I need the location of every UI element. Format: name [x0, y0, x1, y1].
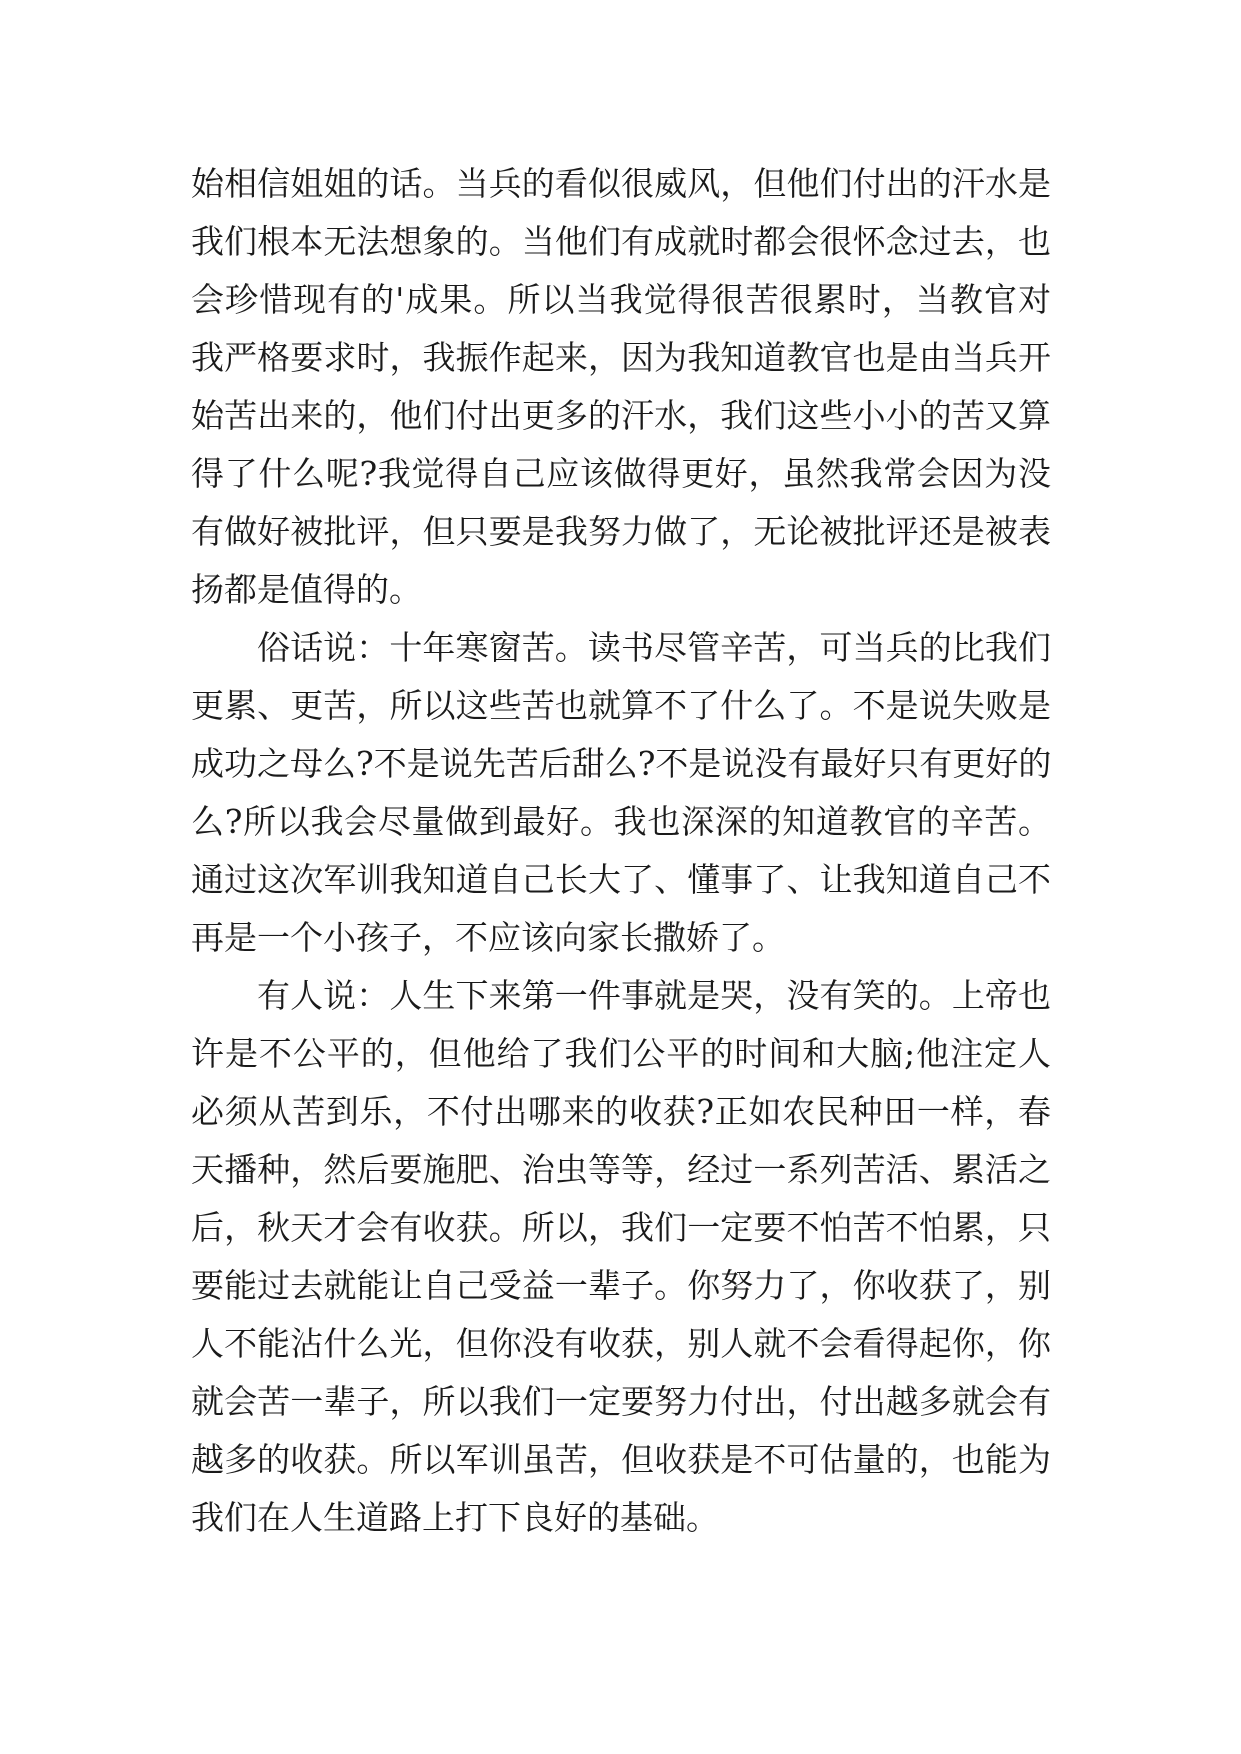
paragraph-3-line-6: 要能过去就能让自己受益一辈子。你努力了，你收获了，别	[191, 1266, 1051, 1305]
paragraph-3-line-3: 必须从苦到乐，不付出哪来的收获?正如农民种田一样，春	[191, 1092, 1051, 1131]
paragraph-1-line-8: 扬都是值得的。	[191, 570, 422, 609]
paragraph-3-line-4: 天播种，然后要施肥、治虫等等，经过一系列苦活、累活之	[191, 1150, 1051, 1189]
paragraph-1-line-1: 始相信姐姐的话。当兵的看似很威风，但他们付出的汗水是	[191, 164, 1051, 203]
paragraph-3-line-7: 人不能沾什么光，但你没有收获，别人就不会看得起你，你	[191, 1324, 1051, 1363]
paragraph-1-line-2: 我们根本无法想象的。当他们有成就时都会很怀念过去，也	[191, 222, 1051, 261]
paragraph-1-line-5: 始苦出来的，他们付出更多的汗水，我们这些小小的苦又算	[191, 396, 1051, 435]
paragraph-3-line-5: 后，秋天才会有收获。所以，我们一定要不怕苦不怕累，只	[191, 1208, 1051, 1247]
paragraph-1-line-7: 有做好被批评，但只要是我努力做了，无论被批评还是被表	[191, 512, 1051, 551]
paragraph-1-line-6: 得了什么呢?我觉得自己应该做得更好，虽然我常会因为没	[191, 454, 1051, 493]
paragraph-3-line-9: 越多的收获。所以军训虽苦，但收获是不可估量的，也能为	[191, 1440, 1051, 1479]
paragraph-2-line-1: 俗话说：十年寒窗苦。读书尽管辛苦，可当兵的比我们	[257, 628, 1051, 667]
document-body	[191, 155, 1051, 1547]
paragraph-2-line-2: 更累、更苦，所以这些苦也就算不了什么了。不是说失败是	[191, 686, 1051, 725]
paragraph-1-line-4: 我严格要求时，我振作起来，因为我知道教官也是由当兵开	[191, 338, 1051, 377]
paragraph-3-line-8: 就会苦一辈子，所以我们一定要努力付出，付出越多就会有	[191, 1382, 1051, 1421]
paragraph-2-line-3: 成功之母么?不是说先苦后甜么?不是说没有最好只有更好的	[191, 744, 1052, 783]
paragraph-3-line-1: 有人说：人生下来第一件事就是哭，没有笑的。上帝也	[257, 976, 1051, 1015]
paragraph-1-line-3: 会珍惜现有的'成果。所以当我觉得很苦很累时，当教官对	[191, 280, 1051, 319]
paragraph-3-line-10: 我们在人生道路上打下良好的基础。	[191, 1498, 719, 1537]
paragraph-2-line-4: 么?所以我会尽量做到最好。我也深深的知道教官的辛苦。	[191, 802, 1051, 841]
paragraph-2-line-6: 再是一个小孩子，不应该向家长撒娇了。	[191, 918, 785, 957]
paragraph-2-line-5: 通过这次军训我知道自己长大了、懂事了、让我知道自己不	[191, 860, 1051, 899]
paragraph-3-line-2: 许是不公平的，但他给了我们公平的时间和大脑;他注定人	[191, 1034, 1051, 1073]
